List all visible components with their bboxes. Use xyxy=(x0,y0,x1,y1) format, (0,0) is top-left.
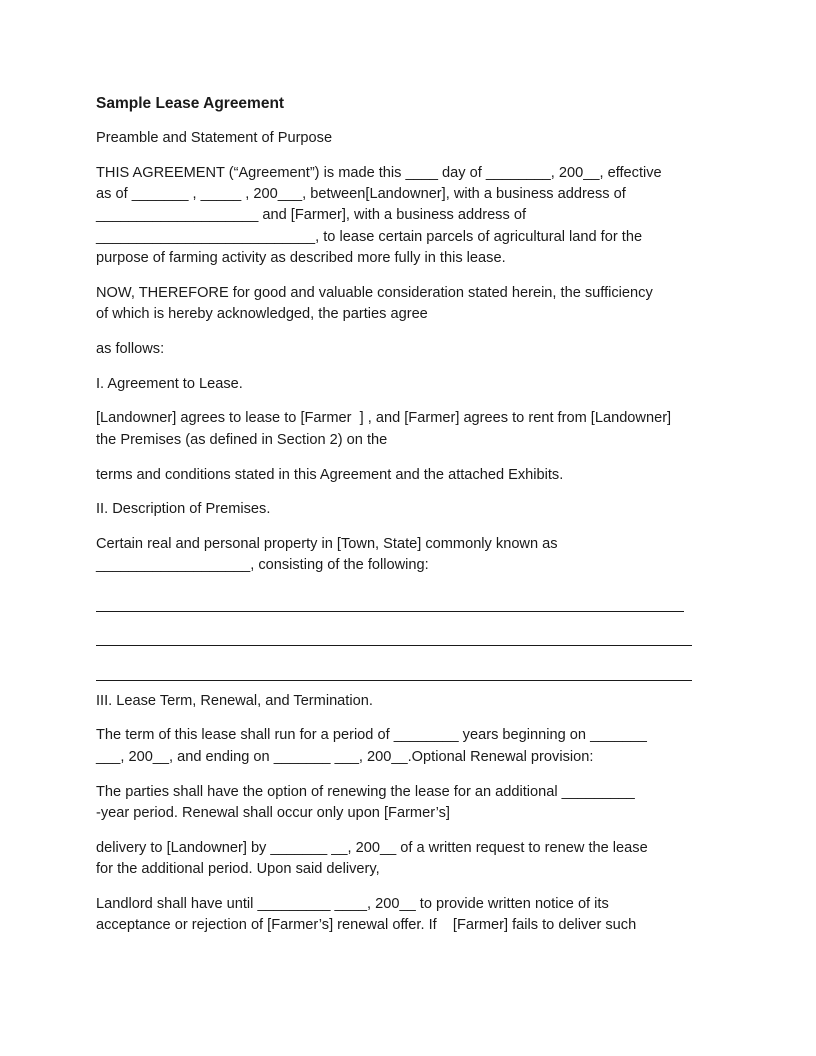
renewal-option-paragraph xyxy=(96,782,716,825)
text-line: ___________________, consisting of the following: xyxy=(96,557,429,574)
text-line: for the additional period. Upon said delivery, xyxy=(96,860,380,877)
text-line: purpose of farming activity as described more fully in this lease. xyxy=(96,249,506,266)
text-line: -year period. Renewal shall occur only upon [Farmer’s] xyxy=(96,804,450,821)
text-line: ___________________________, to lease certain parcels of agricultural land for the xyxy=(96,228,643,245)
text-line: [Landowner] agrees to lease to [Farmer ] , and [Farmer] agrees to rent from [Landowner] xyxy=(96,410,672,427)
text-line: Certain real and personal property in [Town, State] commonly known as xyxy=(96,536,558,553)
text-line: of which is hereby acknowledged, the parties agree xyxy=(96,306,428,323)
blank-line xyxy=(96,581,716,615)
consideration-paragraph xyxy=(96,283,716,326)
section-1-heading: I. Agreement to Lease. xyxy=(96,375,243,392)
document-page xyxy=(96,93,716,950)
text-line: delivery to [Landowner] by _______ __, 200__ of a written request to renew the lease xyxy=(96,839,648,856)
preamble-heading: Preamble and Statement of Purpose xyxy=(96,130,333,146)
lease-term-paragraph xyxy=(96,725,716,768)
text-line: NOW, THEREFORE for good and valuable consideration stated herein, the sufficiency xyxy=(96,284,653,301)
document-title: Sample Lease Agreement xyxy=(96,95,285,112)
blank-line xyxy=(96,615,716,649)
text-line: The parties shall have the option of renewing the lease for an additional _________ xyxy=(96,783,635,800)
agreement-paragraph xyxy=(96,163,716,269)
text-line: ____________________ and [Farmer], with a business address of xyxy=(96,207,527,224)
text-line: Landlord shall have until _________ ____, 200__ to provide written notice of its xyxy=(96,895,609,912)
renewal-delivery-paragraph xyxy=(96,838,716,881)
property-blank-lines xyxy=(96,581,716,684)
blank-line xyxy=(96,649,716,683)
text-line: as of _______ , _____ , 200___, between[Landowner], with a business address of xyxy=(96,186,626,203)
text-line: acceptance or rejection of [Farmer’s] renewal offer. If [Farmer] fails to deliver such xyxy=(96,917,637,934)
text-line: The term of this lease shall run for a period of ________ years beginning on _______ xyxy=(96,727,647,744)
text-line: the Premises (as defined in Section 2) on the xyxy=(96,431,388,448)
as-follows-paragraph: as follows: xyxy=(96,340,165,357)
text-line: THIS AGREEMENT (“Agreement”) is made this ____ day of ________, 200__, effective xyxy=(96,164,662,181)
text-line: ___, 200__, and ending on _______ ___, 200__.Optional Renewal provision: xyxy=(96,748,594,765)
section-3-heading: III. Lease Term, Renewal, and Termination. xyxy=(96,692,373,709)
section-2-heading: II. Description of Premises. xyxy=(96,501,271,518)
property-paragraph xyxy=(96,534,716,577)
renewal-notice-paragraph xyxy=(96,894,716,937)
terms-paragraph: terms and conditions stated in this Agreement and the attached Exhibits. xyxy=(96,466,564,483)
lease-agreement-paragraph xyxy=(96,408,716,451)
